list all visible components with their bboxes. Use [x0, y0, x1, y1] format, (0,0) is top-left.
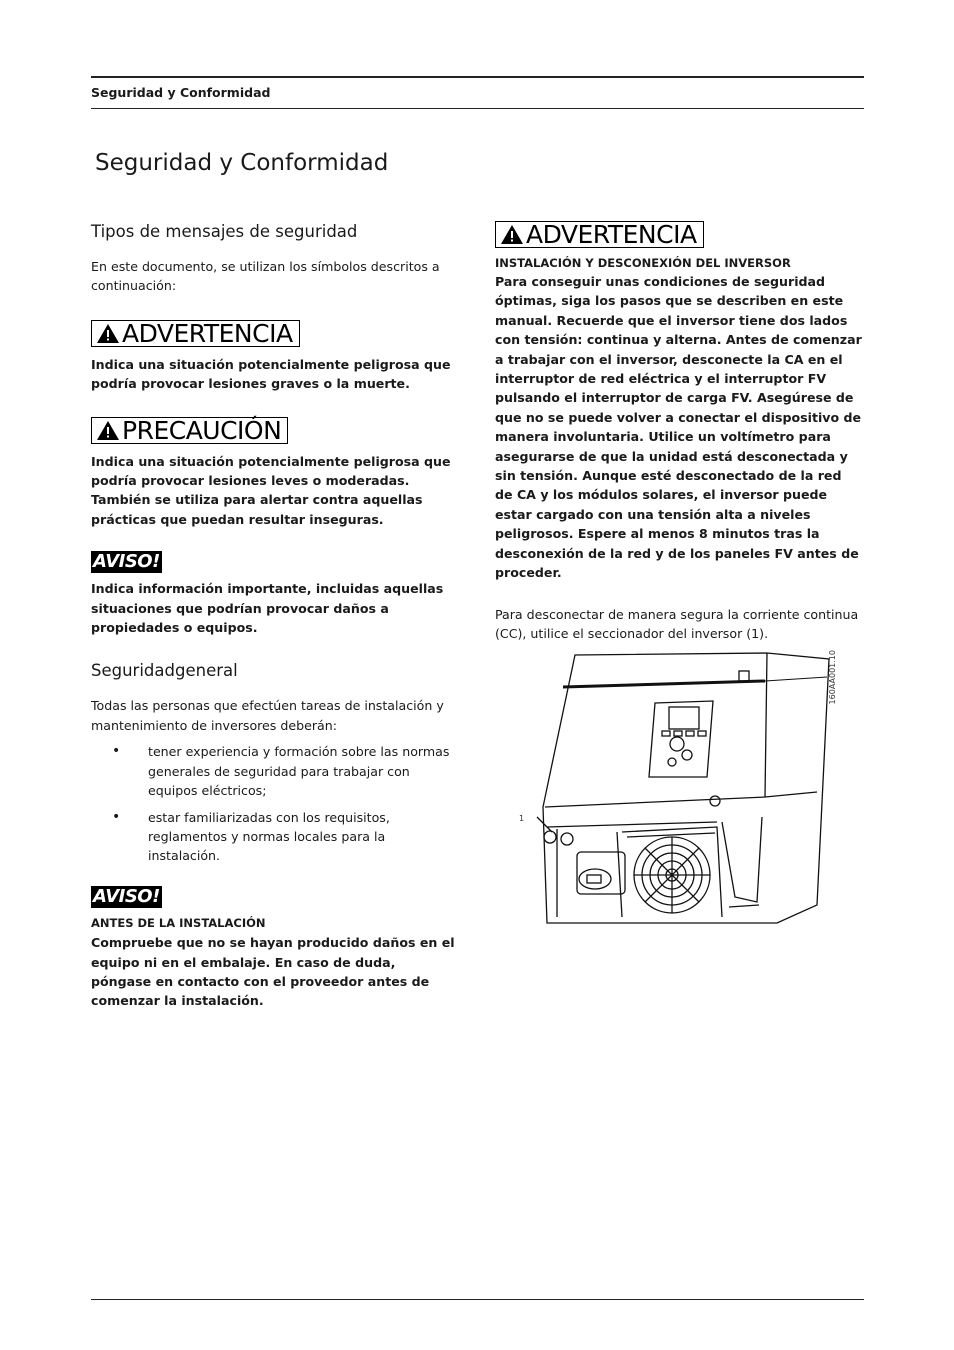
warning-block: [91, 320, 459, 394]
warning-label: ADVERTENCIA: [122, 318, 293, 348]
page-title: Seguridad y Conformidad: [95, 150, 389, 176]
inverter-illustration: [517, 647, 862, 929]
notice-block: [91, 551, 459, 637]
general-intro: Todas las personas que efectúen tareas de instalación y mantenimiento de inversores deberán:: [91, 698, 444, 733]
notice-title: ANTES DE LA INSTALACIÓN: [91, 915, 266, 930]
caution-block: [91, 417, 459, 530]
footer-rule: [91, 1299, 864, 1300]
warning-label: ADVERTENCIA: [526, 220, 697, 249]
warning-title: INSTALACIÓN Y DESCONEXIÓN DEL INVERSOR: [495, 256, 791, 270]
list-item: • tener experiencia y formación sobre las normas generales de seguridad para trabajar con equipos eléctricos;: [91, 742, 459, 800]
types-heading: Tipos de mensajes de seguridad: [91, 222, 358, 241]
types-intro: En este documento, se utilizan los símbolos descritos a continuación:: [91, 259, 440, 294]
requirements-list: [91, 742, 459, 865]
left-column: [91, 222, 459, 1011]
notice-badge: AVISO!: [93, 551, 160, 573]
warning-triangle-icon: [96, 420, 120, 441]
warning-badge: [495, 221, 704, 248]
caution-label: PRECAUCIÓN: [122, 415, 282, 445]
disconnect-text: Para desconectar de manera segura la corriente continua (CC), utilice el seccionador del inversor (1).: [495, 606, 859, 641]
notice-block-installation: [91, 886, 459, 1011]
header-rule-top: [91, 76, 864, 78]
warning-text: Indica una situación potencialmente peligrosa que podría provocar lesiones graves o la muerte.: [91, 356, 451, 392]
list-item: • estar familiarizadas con los requisitos, reglamentos y normas locales para la instalación.: [91, 808, 459, 866]
warning-triangle-icon: [96, 323, 120, 344]
caution-badge: [91, 417, 288, 444]
running-header: Seguridad y Conformidad: [91, 85, 271, 100]
caution-text: Indica una situación potencialmente peligrosa que podría provocar lesiones leves o moderadas. También se utiliza para alertar contra aquellas prácticas que puedan resultar inseguras.: [91, 453, 451, 527]
warning-triangle-icon: [500, 224, 524, 245]
notice-badge: AVISO!: [93, 885, 160, 907]
right-column: [495, 221, 863, 643]
warning-text: Para conseguir unas condiciones de seguridad óptimas, siga los pasos que se describen en este manual. Recuerde que el inversor tiene dos lados con tensión: continua y alterna. Antes de comenzar a trabajar con el inversor, desconecte la CA en el interruptor de red eléctrica y el interruptor FV pulsando el interruptor de carga FV. Asegúrese de que no se puede volver a conectar el dispositivo de manera involuntaria. Utilice un voltímetro para asegurarse de que la unidad está desconectada y sin tensión. Aunque esté desconectado de la red de CA y los módulos solares, el inversor puede estar cargado con una tensión alta a niveles peligrosos. Espere al menos 8 minutos tras la desconexión de la red y de los paneles FV antes de proceder.: [495, 274, 862, 581]
general-heading: Seguridadgeneral: [91, 661, 238, 681]
header-rule-bottom: [91, 108, 864, 109]
notice-text: Compruebe que no se hayan producido daños en el equipo ni en el embalaje. En caso de duda, póngase en contacto con el proveedor antes de comenzar la instalación.: [91, 935, 455, 1009]
figure-callout: 1: [519, 814, 525, 823]
figure-code: 160AA001.10: [828, 650, 837, 705]
warning-badge: [91, 320, 300, 347]
notice-text: Indica información importante, incluidas aquellas situaciones que podrían provocar daños a propiedades o equipos.: [91, 581, 444, 636]
